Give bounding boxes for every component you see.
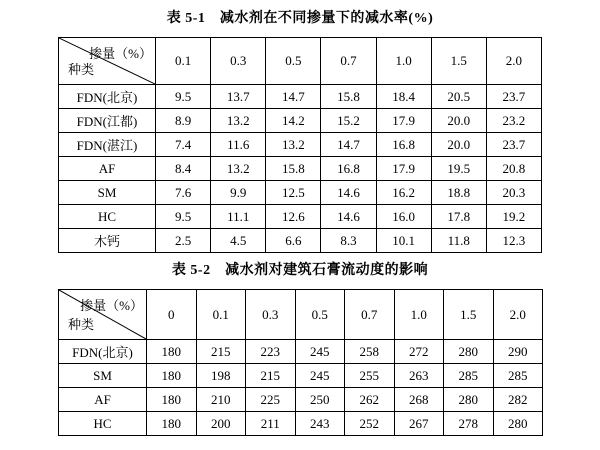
row-label: HC (59, 412, 147, 436)
data-cell: 4.5 (211, 229, 266, 253)
data-cell: 20.0 (431, 133, 486, 157)
data-cell: 9.5 (156, 205, 211, 229)
data-cell: 200 (196, 412, 246, 436)
column-header: 2.0 (493, 290, 543, 340)
data-cell: 280 (444, 340, 494, 364)
table-row (59, 340, 543, 364)
data-cell: 262 (345, 388, 395, 412)
data-cell: 23.2 (486, 109, 541, 133)
column-header: 1.5 (431, 38, 486, 85)
data-cell: 8.3 (321, 229, 376, 253)
data-cell: 7.6 (156, 181, 211, 205)
data-cell: 180 (147, 388, 197, 412)
data-cell: 243 (295, 412, 345, 436)
data-cell: 13.2 (211, 109, 266, 133)
data-cell: 14.7 (321, 133, 376, 157)
data-cell: 14.7 (266, 85, 321, 109)
table-row (59, 229, 542, 253)
data-cell: 258 (345, 340, 395, 364)
column-header: 0.5 (295, 290, 345, 340)
data-cell: 17.9 (376, 157, 431, 181)
data-cell: 8.4 (156, 157, 211, 181)
data-cell: 12.6 (266, 205, 321, 229)
data-cell: 20.5 (431, 85, 486, 109)
corner-label-dosage: 掺量（%） (89, 46, 152, 61)
corner-label-dosage: 掺量（%） (80, 298, 143, 313)
data-cell: 12.5 (266, 181, 321, 205)
row-label: SM (59, 364, 147, 388)
data-cell: 180 (147, 340, 197, 364)
data-cell: 23.7 (486, 85, 541, 109)
column-header: 2.0 (486, 38, 541, 85)
column-header: 0.7 (345, 290, 395, 340)
data-cell: 20.3 (486, 181, 541, 205)
data-cell: 245 (295, 364, 345, 388)
data-cell: 263 (394, 364, 444, 388)
data-cell: 223 (246, 340, 296, 364)
data-cell: 245 (295, 340, 345, 364)
table-row (59, 109, 542, 133)
row-label: FDN(北京) (59, 85, 156, 109)
row-label: FDN(北京) (59, 340, 147, 364)
table-row (59, 412, 543, 436)
table-5-1 (58, 37, 542, 253)
data-cell: 18.4 (376, 85, 431, 109)
column-header: 0.3 (211, 38, 266, 85)
data-cell: 7.4 (156, 133, 211, 157)
table-row (59, 364, 543, 388)
table-5-2 (58, 289, 543, 436)
row-label: FDN(湛江) (59, 133, 156, 157)
data-cell: 23.7 (486, 133, 541, 157)
data-cell: 210 (196, 388, 246, 412)
data-cell: 16.0 (376, 205, 431, 229)
corner-cell (59, 38, 156, 85)
corner-label-type: 种类 (68, 317, 95, 332)
data-cell: 252 (345, 412, 395, 436)
data-cell: 211 (246, 412, 296, 436)
column-header: 1.0 (376, 38, 431, 85)
row-label: AF (59, 388, 147, 412)
data-cell: 15.8 (266, 157, 321, 181)
data-cell: 8.9 (156, 109, 211, 133)
corner-label-type: 种类 (68, 62, 95, 77)
data-cell: 198 (196, 364, 246, 388)
data-cell: 13.2 (211, 157, 266, 181)
corner-cell (59, 290, 147, 340)
row-label: HC (59, 205, 156, 229)
column-header: 0.7 (321, 38, 376, 85)
column-header: 1.0 (394, 290, 444, 340)
data-cell: 268 (394, 388, 444, 412)
data-cell: 16.8 (321, 157, 376, 181)
table-row (59, 157, 542, 181)
data-cell: 16.8 (376, 133, 431, 157)
data-cell: 18.8 (431, 181, 486, 205)
data-cell: 19.5 (431, 157, 486, 181)
data-cell: 180 (147, 412, 197, 436)
row-label: FDN(江都) (59, 109, 156, 133)
table-row (59, 388, 543, 412)
data-cell: 10.1 (376, 229, 431, 253)
data-cell: 225 (246, 388, 296, 412)
column-header: 0.3 (246, 290, 296, 340)
data-cell: 13.7 (211, 85, 266, 109)
data-cell: 290 (493, 340, 543, 364)
data-cell: 14.2 (266, 109, 321, 133)
data-cell: 11.6 (211, 133, 266, 157)
data-cell: 267 (394, 412, 444, 436)
data-cell: 285 (493, 364, 543, 388)
column-header: 1.5 (444, 290, 494, 340)
data-cell: 12.3 (486, 229, 541, 253)
data-cell: 215 (196, 340, 246, 364)
data-cell: 17.9 (376, 109, 431, 133)
data-cell: 14.6 (321, 205, 376, 229)
data-cell: 255 (345, 364, 395, 388)
data-cell: 2.5 (156, 229, 211, 253)
data-cell: 19.2 (486, 205, 541, 229)
column-header: 0 (147, 290, 197, 340)
table-row (59, 85, 542, 109)
data-cell: 11.8 (431, 229, 486, 253)
data-cell: 9.5 (156, 85, 211, 109)
data-cell: 180 (147, 364, 197, 388)
table-5-2-title: 表 5-2 减水剂对建筑石膏流动度的影响 (171, 263, 429, 278)
data-cell: 250 (295, 388, 345, 412)
data-cell: 285 (444, 364, 494, 388)
table-row (59, 133, 542, 157)
data-cell: 13.2 (266, 133, 321, 157)
row-label: SM (59, 181, 156, 205)
data-cell: 282 (493, 388, 543, 412)
data-cell: 9.9 (211, 181, 266, 205)
table-5-1-title: 表 5-1 减水剂在不同掺量下的减水率(%) (166, 11, 434, 26)
data-cell: 15.8 (321, 85, 376, 109)
table-row (59, 205, 542, 229)
data-cell: 272 (394, 340, 444, 364)
data-cell: 16.2 (376, 181, 431, 205)
header-row (59, 290, 543, 340)
data-cell: 15.2 (321, 109, 376, 133)
column-header: 0.5 (266, 38, 321, 85)
data-cell: 280 (444, 388, 494, 412)
column-header: 0.1 (196, 290, 246, 340)
data-cell: 20.0 (431, 109, 486, 133)
data-cell: 20.8 (486, 157, 541, 181)
row-label: 木钙 (59, 229, 156, 253)
data-cell: 17.8 (431, 205, 486, 229)
column-header: 0.1 (156, 38, 211, 85)
data-cell: 11.1 (211, 205, 266, 229)
data-cell: 6.6 (266, 229, 321, 253)
data-cell: 14.6 (321, 181, 376, 205)
data-cell: 215 (246, 364, 296, 388)
table-row (59, 181, 542, 205)
row-label: AF (59, 157, 156, 181)
data-cell: 278 (444, 412, 494, 436)
data-cell: 280 (493, 412, 543, 436)
header-row (59, 38, 542, 85)
